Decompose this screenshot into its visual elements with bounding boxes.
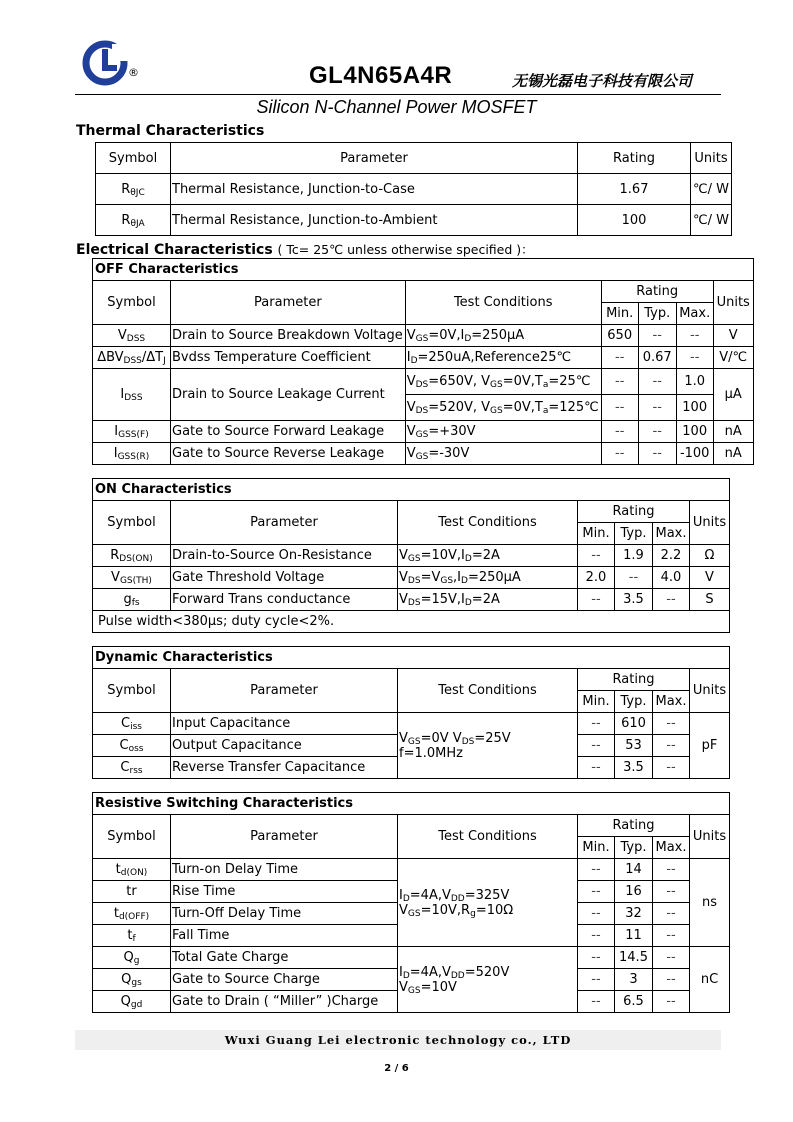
table-row	[93, 347, 754, 369]
col-units: Units	[691, 143, 732, 174]
off-title: OFF Characteristics	[93, 259, 754, 281]
min-cell: 650	[601, 325, 638, 347]
units-cell: ns	[690, 859, 730, 947]
col-parameter: Parameter	[171, 281, 406, 325]
min-cell: --	[578, 859, 615, 881]
col-typ: Typ.	[638, 303, 676, 325]
symbol-cell: $V_{GS(TH)}$	[93, 567, 171, 589]
table-row	[93, 421, 754, 443]
max-cell: --	[653, 903, 690, 925]
table-row	[93, 443, 754, 465]
parameter-cell: Turn-Off Delay Time	[171, 903, 398, 925]
on-title: ON Characteristics	[93, 479, 730, 501]
test-cell: $V_{DS}=V_{GS},I_D=250\mu A$	[398, 567, 578, 589]
min-cell: --	[601, 369, 638, 395]
col-units: Units	[690, 669, 730, 713]
col-typ: Typ.	[615, 691, 653, 713]
pulse-note: Pulse width<380μs; duty cycle<2%.	[93, 611, 730, 633]
electrical-title: Electrical Characteristics	[76, 242, 273, 258]
max-cell: --	[653, 969, 690, 991]
parameter-cell: Rise Time	[171, 881, 398, 903]
min-cell: --	[578, 903, 615, 925]
min-cell: --	[601, 443, 638, 465]
max-cell: --	[653, 713, 690, 735]
dynamic-characteristics-table	[92, 646, 730, 779]
typ-cell: 610	[615, 713, 653, 735]
max-cell: --	[676, 347, 713, 369]
table-row	[93, 713, 730, 735]
test-cell: $V_{GS}=10V,I_D=2A$	[398, 545, 578, 567]
parameter-cell: Gate to Source Forward Leakage	[171, 421, 406, 443]
col-rating: Rating	[578, 501, 690, 523]
document-subtitle: Silicon N-Channel Power MOSFET	[256, 97, 537, 117]
symbol-cell: $\Delta BV_{DSS}/\Delta T_J$	[93, 347, 171, 369]
col-rating: Rating	[578, 815, 690, 837]
off-characteristics-table	[92, 258, 754, 465]
parameter-cell: Forward Trans conductance	[171, 589, 398, 611]
max-cell: --	[653, 881, 690, 903]
symbol-cell: $R_{\theta JC}$	[96, 174, 171, 205]
min-cell: --	[578, 589, 615, 611]
min-cell: --	[578, 925, 615, 947]
parameter-cell: Input Capacitance	[171, 713, 398, 735]
table-row	[93, 567, 730, 589]
parameter-cell: Bvdss Temperature Coefficient	[171, 347, 406, 369]
header-rule	[75, 94, 721, 95]
units-cell: ℃/ W	[691, 174, 732, 205]
units-cell: V	[713, 325, 753, 347]
col-max: Max.	[676, 303, 713, 325]
min-cell: --	[578, 991, 615, 1013]
col-units: Units	[690, 815, 730, 859]
table-row	[93, 859, 730, 881]
typ-cell: 3	[615, 969, 653, 991]
col-units: Units	[690, 501, 730, 545]
table-header-row	[96, 143, 732, 174]
symbol-cell: $R_{\theta JA}$	[96, 205, 171, 236]
switching-title: Resistive Switching Characteristics	[93, 793, 730, 815]
min-cell: --	[578, 713, 615, 735]
typ-cell: 0.67	[638, 347, 676, 369]
typ-cell: 1.9	[615, 545, 653, 567]
max-cell: --	[653, 925, 690, 947]
table-row	[96, 205, 732, 236]
typ-cell: --	[615, 567, 653, 589]
col-rating: Rating	[601, 281, 713, 303]
col-typ: Typ.	[615, 837, 653, 859]
col-min: Min.	[578, 691, 615, 713]
max-cell: 1.0	[676, 369, 713, 395]
symbol-cell: $R_{DS(ON)}$	[93, 545, 171, 567]
symbol-cell: $t_{d(OFF)}$	[93, 903, 171, 925]
test-cell: $I_D=4A,V_{DD}=520V$ $V_{GS}=10V$	[398, 947, 578, 1013]
parameter-cell: Gate to Source Charge	[171, 969, 398, 991]
parameter-cell: Thermal Resistance, Junction-to-Case	[171, 174, 578, 205]
col-parameter: Parameter	[171, 669, 398, 713]
footer-company: Wuxi Guang Lei electronic technology co., LTD	[75, 1030, 721, 1050]
symbol-cell: $t_{d(ON)}$	[93, 859, 171, 881]
parameter-cell: Fall Time	[171, 925, 398, 947]
typ-cell: --	[638, 395, 676, 421]
test-cell: $V_{DS}=520V$, $V_{GS}=0V,T_a=125℃$	[405, 395, 601, 421]
units-cell: pF	[690, 713, 730, 779]
min-cell: --	[601, 421, 638, 443]
min-cell: --	[578, 757, 615, 779]
registered-mark: ®	[128, 66, 139, 79]
min-cell: --	[601, 347, 638, 369]
typ-cell: --	[638, 421, 676, 443]
parameter-cell: Gate to Source Reverse Leakage	[171, 443, 406, 465]
table-row	[93, 325, 754, 347]
typ-cell: 14	[615, 859, 653, 881]
typ-cell: 6.5	[615, 991, 653, 1013]
test-cell: $V_{GS}=-30V$	[405, 443, 601, 465]
test-cell: $V_{DS}=650V$, $V_{GS}=0V,T_a=25℃$	[405, 369, 601, 395]
switching-characteristics-table	[92, 792, 730, 1013]
company-name-cn: 无锡光磊电子科技有限公司	[512, 72, 693, 90]
col-test-conditions: Test Conditions	[398, 501, 578, 545]
typ-cell: --	[638, 369, 676, 395]
max-cell: --	[653, 991, 690, 1013]
parameter-cell: Drain to Source Breakdown Voltage	[171, 325, 406, 347]
symbol-cell: $Q_g$	[93, 947, 171, 969]
typ-cell: 3.5	[615, 589, 653, 611]
rating-cell: 1.67	[578, 174, 691, 205]
symbol-cell: $t_f$	[93, 925, 171, 947]
col-max: Max.	[653, 837, 690, 859]
table-header-row	[93, 501, 730, 523]
max-cell: 4.0	[653, 567, 690, 589]
min-cell: 2.0	[578, 567, 615, 589]
parameter-cell: Output Capacitance	[171, 735, 398, 757]
max-cell: --	[653, 735, 690, 757]
symbol-cell: $I_{GSS(F)}$	[93, 421, 171, 443]
table-header-row	[93, 669, 730, 691]
test-cell: $I_D=4A,V_{DD}=325V$ $V_{GS}=10V,R_g=10\Omega$	[398, 859, 578, 947]
units-cell: V	[690, 567, 730, 589]
typ-cell: 14.5	[615, 947, 653, 969]
max-cell: -100	[676, 443, 713, 465]
col-typ: Typ.	[615, 523, 653, 545]
parameter-cell: Drain to Source Leakage Current	[171, 369, 406, 421]
col-symbol: Symbol	[96, 143, 171, 174]
max-cell: --	[653, 589, 690, 611]
test-cell: $V_{DS}=15V,I_D=2A$	[398, 589, 578, 611]
col-units: Units	[713, 281, 753, 325]
rating-cell: 100	[578, 205, 691, 236]
typ-cell: 3.5	[615, 757, 653, 779]
parameter-cell: Thermal Resistance, Junction-to-Ambient	[171, 205, 578, 236]
table-row	[93, 589, 730, 611]
symbol-cell: $Q_{gd}$	[93, 991, 171, 1013]
min-cell: --	[578, 947, 615, 969]
symbol-cell: $g_{fs}$	[93, 589, 171, 611]
symbol-cell: $C_{rss}$	[93, 757, 171, 779]
col-test-conditions: Test Conditions	[398, 669, 578, 713]
max-cell: --	[653, 859, 690, 881]
table-header-row	[93, 815, 730, 837]
typ-cell: 32	[615, 903, 653, 925]
units-cell: nA	[713, 421, 753, 443]
units-cell: ℃/ W	[691, 205, 732, 236]
units-cell: μA	[713, 369, 753, 421]
units-cell: S	[690, 589, 730, 611]
test-cell: $V_{GS}=0V$ $V_{DS}=25V$ f=1.0MHz	[398, 713, 578, 779]
parameter-cell: Reverse Transfer Capacitance	[171, 757, 398, 779]
col-min: Min.	[578, 837, 615, 859]
col-symbol: Symbol	[93, 501, 171, 545]
col-parameter: Parameter	[171, 815, 398, 859]
max-cell: 2.2	[653, 545, 690, 567]
company-logo	[82, 40, 128, 86]
col-min: Min.	[578, 523, 615, 545]
symbol-cell: $V_{DSS}$	[93, 325, 171, 347]
test-cell: $V_{GS}=+30V$	[405, 421, 601, 443]
units-cell: Ω	[690, 545, 730, 567]
col-test-conditions: Test Conditions	[405, 281, 601, 325]
max-cell: --	[676, 325, 713, 347]
typ-cell: 11	[615, 925, 653, 947]
col-symbol: Symbol	[93, 669, 171, 713]
col-symbol: Symbol	[93, 281, 171, 325]
col-symbol: Symbol	[93, 815, 171, 859]
symbol-cell: $C_{iss}$	[93, 713, 171, 735]
page-number: 2 / 6	[384, 1063, 409, 1074]
col-min: Min.	[601, 303, 638, 325]
parameter-cell: Gate to Drain ( “Miller” )Charge	[171, 991, 398, 1013]
max-cell: 100	[676, 421, 713, 443]
col-test-conditions: Test Conditions	[398, 815, 578, 859]
typ-cell: --	[638, 325, 676, 347]
symbol-cell: $I_{GSS(R)}$	[93, 443, 171, 465]
test-cell: $I_D=250uA,Reference25℃$	[405, 347, 601, 369]
thermal-table	[95, 142, 732, 236]
parameter-cell: Turn-on Delay Time	[171, 859, 398, 881]
symbol-cell: $Q_{gs}$	[93, 969, 171, 991]
units-cell: nC	[690, 947, 730, 1013]
part-number: GL4N65A4R	[309, 62, 453, 89]
parameter-cell: Drain-to-Source On-Resistance	[171, 545, 398, 567]
max-cell: 100	[676, 395, 713, 421]
parameter-cell: Total Gate Charge	[171, 947, 398, 969]
col-parameter: Parameter	[171, 143, 578, 174]
col-rating: Rating	[578, 143, 691, 174]
table-row	[93, 947, 730, 969]
symbol-cell: $C_{oss}$	[93, 735, 171, 757]
min-cell: --	[601, 395, 638, 421]
typ-cell: --	[638, 443, 676, 465]
table-row	[93, 369, 754, 395]
symbol-cell: $I_{DSS}$	[93, 369, 171, 421]
units-cell: nA	[713, 443, 753, 465]
parameter-cell: Gate Threshold Voltage	[171, 567, 398, 589]
col-parameter: Parameter	[171, 501, 398, 545]
table-row	[96, 174, 732, 205]
typ-cell: 53	[615, 735, 653, 757]
electrical-note: ( Tc= 25℃ unless otherwise specified )：	[277, 242, 534, 257]
symbol-cell: tr	[93, 881, 171, 903]
min-cell: --	[578, 881, 615, 903]
min-cell: --	[578, 969, 615, 991]
max-cell: --	[653, 947, 690, 969]
min-cell: --	[578, 735, 615, 757]
on-characteristics-table	[92, 478, 730, 633]
typ-cell: 16	[615, 881, 653, 903]
table-header-row	[93, 281, 754, 303]
electrical-section-title	[76, 240, 534, 258]
thermal-section-title: Thermal Characteristics	[76, 123, 265, 139]
units-cell: V/℃	[713, 347, 753, 369]
max-cell: --	[653, 757, 690, 779]
dynamic-title: Dynamic Characteristics	[93, 647, 730, 669]
col-max: Max.	[653, 523, 690, 545]
col-rating: Rating	[578, 669, 690, 691]
test-cell: $V_{GS}=0V,I_D=250\mu A$	[405, 325, 601, 347]
col-max: Max.	[653, 691, 690, 713]
min-cell: --	[578, 545, 615, 567]
table-row	[93, 545, 730, 567]
